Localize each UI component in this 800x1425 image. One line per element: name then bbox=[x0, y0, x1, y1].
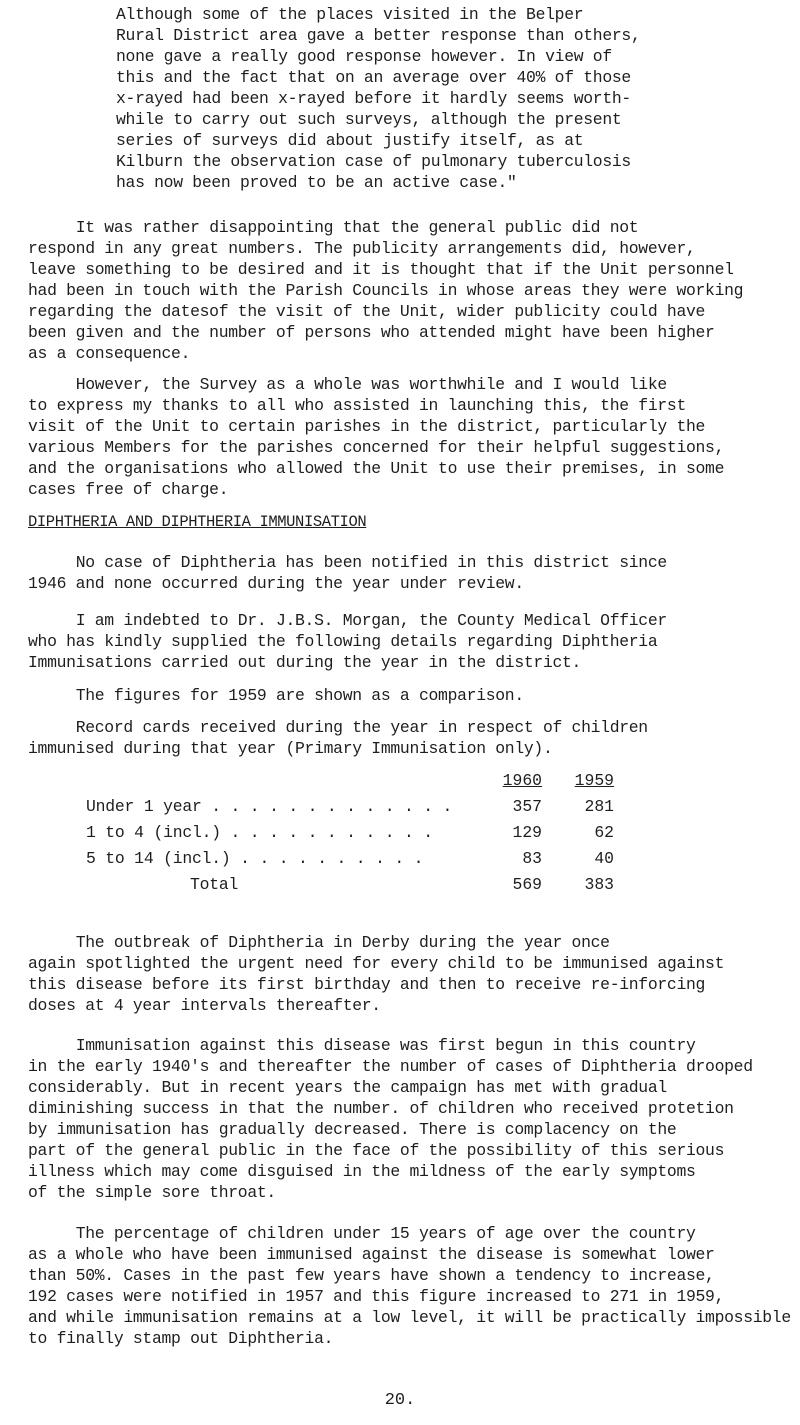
table-row bbox=[86, 822, 614, 848]
row-label: 1 to 4 (incl.) . . . . . . . . . . . bbox=[86, 823, 433, 842]
cell-1959: 40 bbox=[594, 849, 614, 868]
cell-1960: 357 bbox=[512, 797, 542, 816]
table-row bbox=[86, 796, 614, 822]
cell-1959: 62 bbox=[594, 823, 614, 842]
publicity-paragraph: It was rather disappointing that the general public did not respond in any great numbers. The publicity arrangements did, however, leave something to be desired and it is thought that if the Unit personnel had been in touch with the Parish Councils in whose areas they were working regarding the datesof the visit of the Unit, wider publicity could have been given and the number of persons who attended might have been higher as a consequence. bbox=[28, 218, 744, 363]
row-label: Under 1 year . . . . . . . . . . . . . bbox=[86, 797, 453, 816]
cell-1960: 129 bbox=[512, 823, 542, 842]
column-header-1960: 1960 bbox=[502, 771, 542, 790]
immunisation-table bbox=[86, 770, 614, 900]
page-number: 20. bbox=[384, 1391, 416, 1410]
total-1960: 569 bbox=[512, 875, 542, 894]
cell-1959: 281 bbox=[584, 797, 614, 816]
total-1959: 383 bbox=[584, 875, 614, 894]
quoted-report-paragraph: Although some of the places visited in the Belper Rural District area gave a better response than others, none gave a really good response however. In view of this and the fact that on an average over 40% of those x-rayed had been x-rayed before it hardly seems worth- while to carry out such surveys, although the present series of surveys did about justify itself, as at Kilburn the observation case of pulmonary tuberculosis has now been proved to be an active case." bbox=[116, 5, 641, 192]
total-label: Total bbox=[190, 875, 239, 894]
immunisation-history-paragraph: Immunisation against this disease was first begun in this country in the early 1940's and thereafter the number of cases of Diphtheria drooped considerably. But in recent years the campaign has met with gradual diminishing success in that the number. of children who received protetion by immunisation has gradually decreased. There is complacency on the part of the general public in the face of the possibility of this serious illness which may come disguised in the mildness of the early symptoms of the simple sore throat. bbox=[28, 1036, 753, 1202]
comparison-note: The figures for 1959 are shown as a comparison. bbox=[28, 686, 524, 705]
table-row bbox=[86, 848, 614, 874]
table-header-row bbox=[86, 770, 614, 796]
section-heading: DIPHTHERIA AND DIPHTHERIA IMMUNISATION bbox=[28, 513, 367, 531]
acknowledgement-paragraph: I am indebted to Dr. J.B.S. Morgan, the County Medical Officer who has kindly supplied the following details regarding Diphtheria Immunisations carried out during the year in the district. bbox=[28, 611, 667, 672]
no-cases-paragraph: No case of Diphtheria has been notified in this district since 1946 and none occurred during the year under review. bbox=[28, 553, 667, 593]
row-label: 5 to 14 (incl.) . . . . . . . . . . bbox=[86, 849, 424, 868]
percentage-paragraph: The percentage of children under 15 years of age over the country as a whole who have been immunised against the disease is somewhat lower than 50%. Cases in the past few years have shown a tendency to increase, 192 cases were notified in 1957 and this figure increased to 271 in 1959, and while immunisation remains at a low level, it will be practically impossible to finally stamp out Diphtheria. bbox=[28, 1224, 791, 1348]
derby-outbreak-paragraph: The outbreak of Diphtheria in Derby during the year once again spotlighted the urgent need for every child to be immunised against this disease before its first birthday and then to receive re-inforcing doses at 4 year intervals thereafter. bbox=[28, 933, 725, 1015]
table-total-row bbox=[86, 874, 614, 900]
cell-1960: 83 bbox=[522, 849, 542, 868]
record-cards-paragraph: Record cards received during the year in respect of children immunised during that year (Primary Immunisation only). bbox=[28, 718, 648, 758]
column-header-1959: 1959 bbox=[574, 771, 614, 790]
thanks-paragraph: However, the Survey as a whole was worthwhile and I would like to express my thanks to all who assisted in launching this, the first visit of the Unit to certain parishes in the district, particularly the various Members for the parishes concerned for their helpful suggestions, and the organisations who allowed the Unit to use their premises, in some cases free of charge. bbox=[28, 375, 725, 499]
